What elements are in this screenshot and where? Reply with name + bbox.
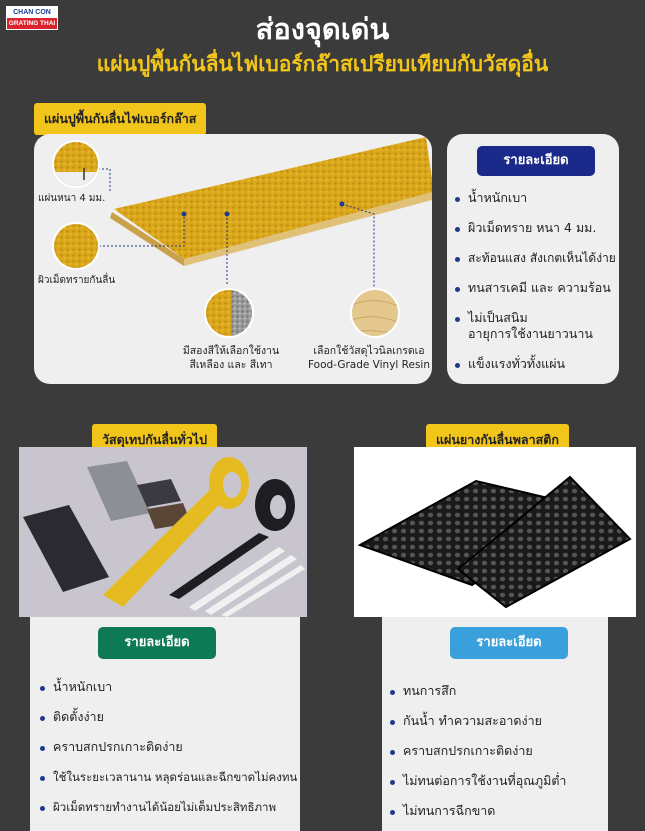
rubber-tag: แผ่นยางกันลื่นพลาสติก — [426, 424, 569, 456]
color-options-line1: มีสองสีให้เลือกใช้งาน — [182, 345, 280, 357]
list-item: ทนสารเคมี และ ความร้อน — [455, 280, 619, 296]
list-item: ติดตั้งง่าย — [40, 709, 302, 725]
tape-details-panel — [30, 617, 300, 831]
list-item: ผิวเม็ดทราย หนา 4 มม. — [455, 220, 619, 236]
resin-label — [306, 344, 432, 372]
fiberglass-details-list — [455, 190, 619, 372]
list-item: ไม่เป็นสนิม — [455, 310, 619, 326]
page-title: ส่องจุดเด่น — [255, 12, 390, 46]
fiberglass-hero-panel — [34, 134, 432, 384]
list-item: คราบสกปรกเกาะติดง่าย — [390, 743, 612, 759]
thickness-label: แผ่นหนา 4 มม. — [38, 193, 106, 204]
page-subtitle: แผ่นปูพื้นกันลื่นไฟเบอร์กล๊าสเปรียบเทียบกับวัสดุอื่น — [96, 52, 549, 76]
resin-line2: Food-Grade Vinyl Resin — [307, 359, 431, 371]
fiberglass-details-panel — [447, 134, 619, 384]
list-item: กันน้ำ ทำความสะอาดง่าย — [390, 713, 612, 729]
list-item: คราบสกปรกเกาะติดง่าย — [40, 739, 302, 755]
color-options-closeup — [204, 288, 254, 338]
list-item: แข็งแรงทั่วทั้งแผ่น — [455, 356, 619, 372]
list-item: ทนการสึก — [390, 683, 612, 699]
thickness-closeup — [52, 140, 100, 188]
tape-photo — [19, 447, 307, 617]
list-item: ใช้ในระยะเวลานาน หลุดร่อนและฉีกขาดไม่คงทน — [40, 769, 302, 785]
grit-label: ผิวเม็ดทรายกันลื่น — [38, 275, 116, 286]
list-item: น้ำหนักเบา — [40, 679, 302, 695]
color-options-label — [166, 344, 296, 372]
logo-top-text: CHAN CON — [13, 9, 51, 16]
tape-products-illustration — [19, 447, 307, 617]
list-item: ผิวเม็ดทรายทำงานได้น้อยไม่เต็มประสิทธิภาพ — [40, 799, 302, 815]
list-item: ไม่ทนต่อการใช้งานที่อุณภูมิต่ำ — [390, 773, 612, 789]
tape-detail-button[interactable]: รายละเอียด — [98, 627, 216, 659]
list-item: น้ำหนักเบา — [455, 190, 619, 206]
logo-bottom-text: GRATING THAI — [8, 20, 56, 27]
rubber-mat-illustration — [354, 447, 636, 617]
list-item-continued: อายุการใช้งานยาวนาน — [468, 326, 593, 341]
rubber-details-panel — [382, 617, 608, 831]
grit-closeup — [52, 222, 100, 270]
tape-details-list — [40, 679, 302, 815]
resin-line1: เลือกใช้วัสดุไวนิลเกรดเอ — [313, 345, 425, 357]
fiberglass-detail-button[interactable]: รายละเอียด — [477, 146, 595, 176]
rubber-photo — [354, 447, 636, 617]
color-options-line2: สีเหลือง และ สีเทา — [189, 359, 273, 371]
list-item: ไม่ทนการฉีกขาด — [390, 803, 612, 819]
resin-closeup — [350, 288, 400, 338]
list-item: สะท้อนแสง สังเกตเห็นได้ง่าย — [455, 250, 619, 266]
fiberglass-tag: แผ่นปูพื้นกันลื่นไฟเบอร์กล๊าส — [34, 103, 206, 135]
tape-tag: วัสดุเทปกันลื่นทั่วไป — [92, 424, 217, 456]
rubber-details-list — [390, 683, 612, 819]
rubber-detail-button[interactable]: รายละเอียด — [450, 627, 568, 659]
